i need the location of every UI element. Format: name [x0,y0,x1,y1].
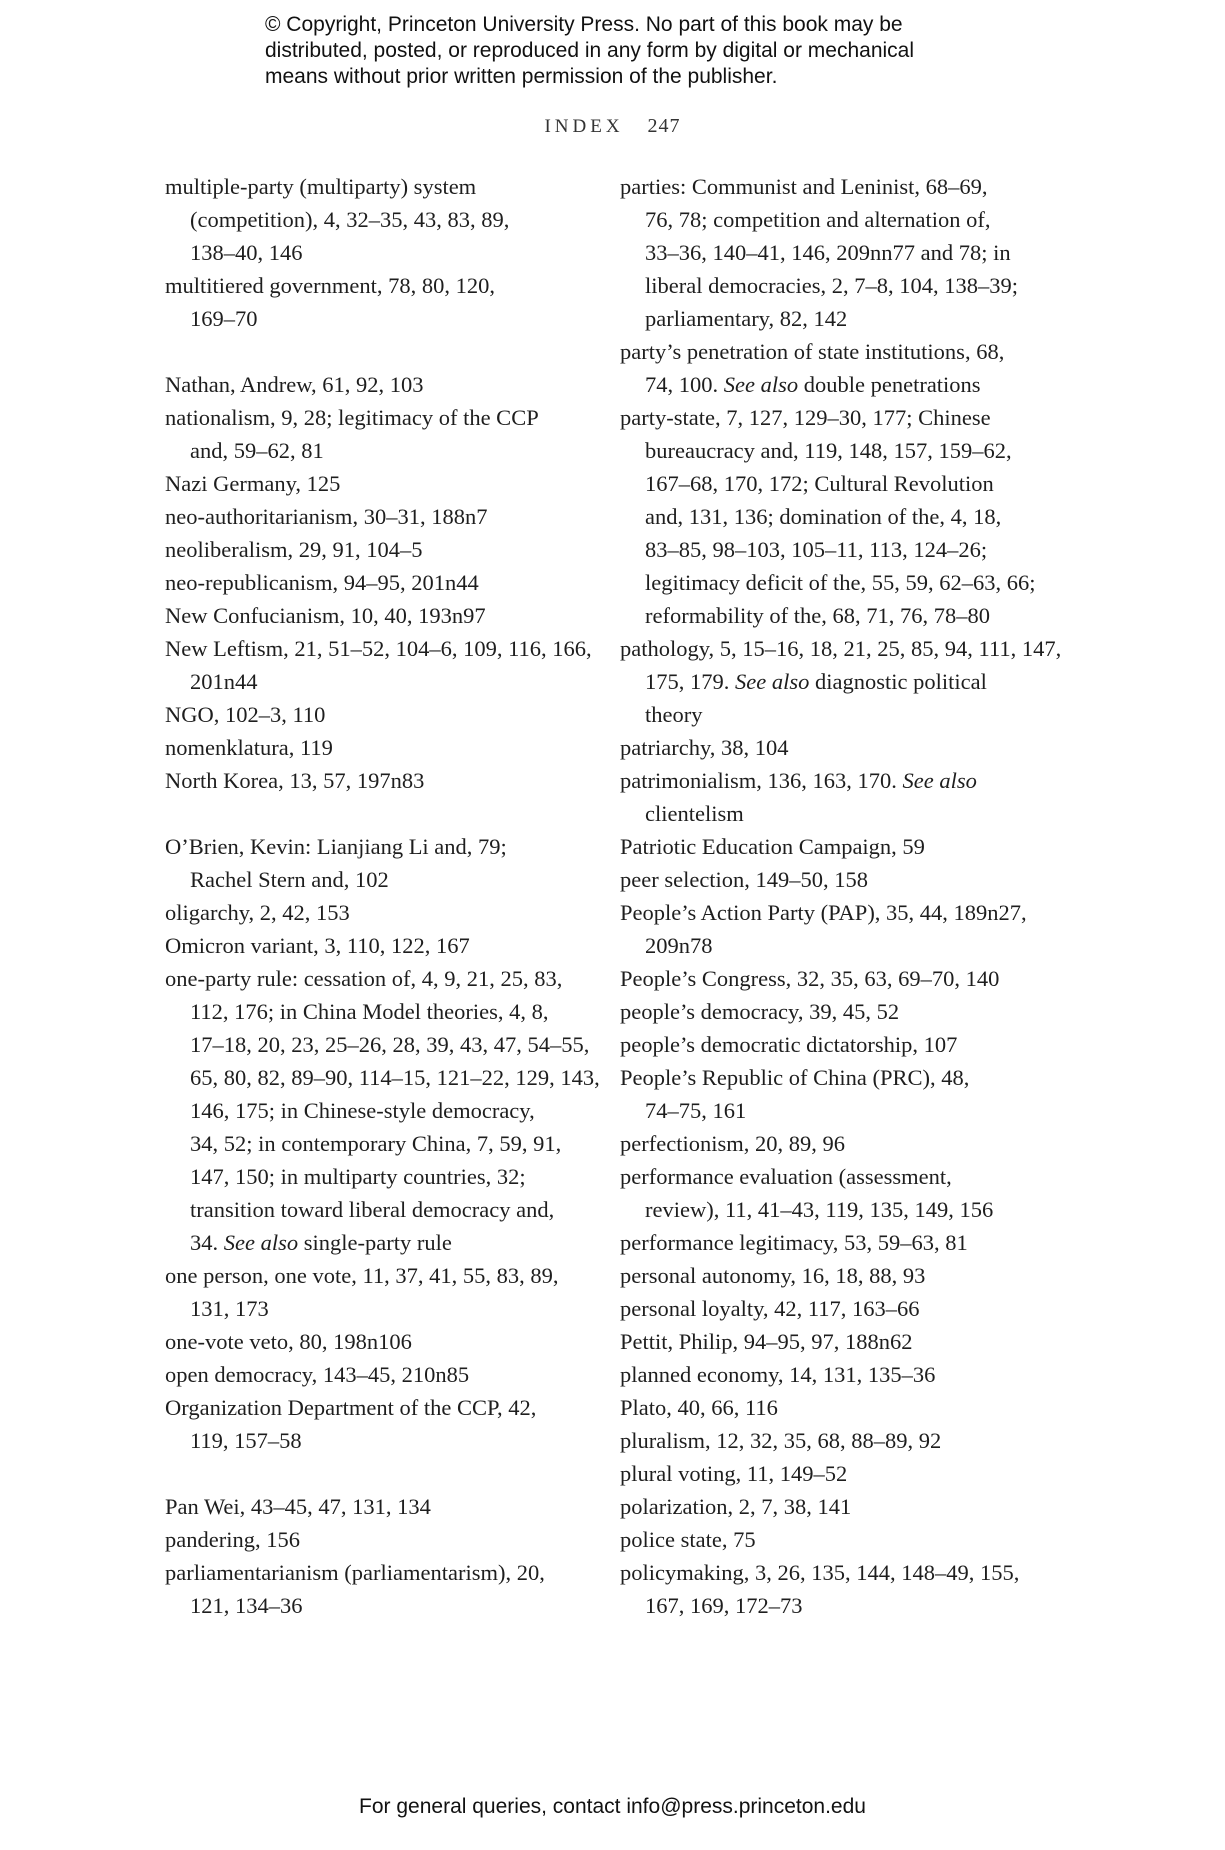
entry-text: 34. [190,1230,219,1255]
index-entry-continuation: 17–18, 20, 23, 25–26, 28, 39, 43, 47, 54–55, [190,1032,590,1057]
index-entry-continuation: review), 11, 41–43, 119, 135, 149, 156 [645,1197,994,1222]
running-head-title: INDEX [544,116,624,137]
index-entry: Nathan, Andrew, 61, 92, 103 [165,372,424,397]
index-entry: people’s democracy, 39, 45, 52 [620,999,900,1024]
cross-reference: diagnostic political [814,669,987,694]
index-entry-continuation: 76, 78; competition and alternation of, [645,207,991,232]
index-entry: neoliberalism, 29, 91, 104–5 [165,537,423,562]
index-entry-continuation: 201n44 [190,669,258,694]
index-entry: polarization, 2, 7, 38, 141 [620,1494,852,1519]
index-entry: open democracy, 143–45, 210n85 [165,1362,470,1387]
index-entry-continuation: 167–68, 170, 172; Cultural Revolution [645,471,994,496]
index-entry: Omicron variant, 3, 110, 122, 167 [165,933,470,958]
index-entry-continuation: 83–85, 98–103, 105–11, 113, 124–26; [645,537,988,562]
index-entry: New Leftism, 21, 51–52, 104–6, 109, 116, 166, [165,636,592,661]
index-column-right [620,170,1062,1622]
footer-contact: For general queries, contact info@press.princeton.edu [359,1795,866,1818]
index-entry-continuation [620,368,1045,401]
copyright-line: distributed, posted, or reproduced in any form by digital or mechanical [265,39,915,62]
index-entry: neo-authoritarianism, 30–31, 188n7 [165,504,488,529]
index-entry: nomenklatura, 119 [165,735,333,760]
index-entry-continuation: and, 131, 136; domination of the, 4, 18, [645,504,1002,529]
index-entry: pathology, 5, 15–16, 18, 21, 25, 85, 94, 111, 147, [620,636,1062,661]
index-entry: pluralism, 12, 32, 35, 68, 88–89, 92 [620,1428,942,1453]
index-entry: patriarchy, 38, 104 [620,735,789,760]
page-number: 247 [647,115,681,137]
index-entry [620,764,1045,797]
letter-group-gap [165,335,605,368]
see-also-label: See also [223,1230,299,1255]
copyright-line: means without prior written permission of the publisher. [265,65,778,88]
index-entry: party’s penetration of state institutions, 68, [620,339,1005,364]
index-entry: people’s democratic dictatorship, 107 [620,1032,958,1057]
index-entry-continuation: 119, 157–58 [190,1428,302,1453]
index-entry-continuation: clientelism [645,801,744,826]
index-entry: O’Brien, Kevin: Lianjiang Li and, 79; [165,834,507,859]
index-entry: multitiered government, 78, 80, 120, [165,273,495,298]
index-entry-continuation: Rachel Stern and, 102 [190,867,389,892]
index-entry-continuation: parliamentary, 82, 142 [645,306,848,331]
index-entry-continuation: 209n78 [645,933,713,958]
index-entry: neo-republicanism, 94–95, 201n44 [165,570,479,595]
index-entry: Organization Department of the CCP, 42, [165,1395,537,1420]
index-entry-continuation: 112, 176; in China Model theories, 4, 8, [190,999,549,1024]
entry-text: patrimonialism, 136, 163, 170. [620,768,897,793]
index-entry: performance evaluation (assessment, [620,1164,952,1189]
index-entry-continuation: 138–40, 146 [190,240,303,265]
index-entry: policymaking, 3, 26, 135, 144, 148–49, 155, [620,1560,1020,1585]
index-entry: personal autonomy, 16, 18, 88, 93 [620,1263,926,1288]
index-entry: People’s Congress, 32, 35, 63, 69–70, 140 [620,966,1000,991]
running-head [0,115,1225,138]
index-entry-continuation: 167, 169, 172–73 [645,1593,803,1618]
index-entry-continuation: 34, 52; in contemporary China, 7, 59, 91, [190,1131,562,1156]
index-entry: one-vote veto, 80, 198n106 [165,1329,412,1354]
copyright-line: © Copyright, Princeton University Press. No part of this book may be [265,13,903,36]
index-entry: nationalism, 9, 28; legitimacy of the CCP [165,405,539,430]
index-entry-continuation: 65, 80, 82, 89–90, 114–15, 121–22, 129, 143, [190,1065,600,1090]
letter-group-gap [165,797,605,830]
index-entry: personal loyalty, 42, 117, 163–66 [620,1296,920,1321]
index-entry: peer selection, 149–50, 158 [620,867,869,892]
index-entry-continuation: transition toward liberal democracy and, [190,1197,555,1222]
index-entry: People’s Republic of China (PRC), 48, [620,1065,970,1090]
index-entry-continuation: (competition), 4, 32–35, 43, 83, 89, [190,207,510,232]
index-entry: performance legitimacy, 53, 59–63, 81 [620,1230,968,1255]
index-column-left [165,170,605,1622]
index-entry: multiple-party (multiparty) system [165,174,477,199]
index-entry-continuation: legitimacy deficit of the, 55, 59, 62–63, 66; [645,570,1036,595]
index-entry-continuation: and, 59–62, 81 [190,438,324,463]
index-entry-continuation: 33–36, 140–41, 146, 209nn77 and 78; in [645,240,1011,265]
index-entry: Patriotic Education Campaign, 59 [620,834,925,859]
index-entry-continuation [620,665,1045,698]
index-entry-continuation: 146, 175; in Chinese-style democracy, [190,1098,535,1123]
index-entry: New Confucianism, 10, 40, 193n97 [165,603,486,628]
index-entry: plural voting, 11, 149–52 [620,1461,848,1486]
index-entry: police state, 75 [620,1527,756,1552]
see-also-label: See also [723,372,799,397]
index-entry: oligarchy, 2, 42, 153 [165,900,350,925]
index-entry: Nazi Germany, 125 [165,471,341,496]
index-entry: parliamentarianism (parliamentarism), 20, [165,1560,545,1585]
entry-text: 175, 179. [645,669,730,694]
index-entry: NGO, 102–3, 110 [165,702,326,727]
index-entry: planned economy, 14, 131, 135–36 [620,1362,936,1387]
letter-group-gap [165,1457,605,1490]
index-entry-continuation: reformability of the, 68, 71, 76, 78–80 [645,603,990,628]
index-entry-continuation: 121, 134–36 [190,1593,303,1618]
see-also-label: See also [735,669,810,694]
index-entry: Plato, 40, 66, 116 [620,1395,778,1420]
see-also-label: See also [902,768,977,793]
index-entry: Pettit, Philip, 94–95, 97, 188n62 [620,1329,913,1354]
index-entry: one person, one vote, 11, 37, 41, 55, 83, 89, [165,1263,559,1288]
index-entry-continuation: theory [645,702,703,727]
cross-reference: single-party rule [303,1230,452,1255]
index-entry: People’s Action Party (PAP), 35, 44, 189n27, [620,900,1027,925]
index-entry: one-party rule: cessation of, 4, 9, 21, 25, 83, [165,966,563,991]
index-entry: Pan Wei, 43–45, 47, 131, 134 [165,1494,431,1519]
cross-reference: double penetrations [803,372,981,397]
index-entry: North Korea, 13, 57, 197n83 [165,768,425,793]
index-entry: party-state, 7, 127, 129–30, 177; Chinese [620,405,991,430]
index-entry: perfectionism, 20, 89, 96 [620,1131,845,1156]
index-entry-continuation [165,1226,605,1259]
index-entry-continuation: 147, 150; in multiparty countries, 32; [190,1164,526,1189]
copyright-notice [265,12,1025,90]
index-entry-continuation: 131, 173 [190,1296,269,1321]
index-entry-continuation: 74–75, 161 [645,1098,747,1123]
index-entry-continuation: 169–70 [190,306,258,331]
index-entry-continuation: bureaucracy and, 119, 148, 157, 159–62, [645,438,1012,463]
index-entry: pandering, 156 [165,1527,300,1552]
index-entry-continuation: liberal democracies, 2, 7–8, 104, 138–39; [645,273,1019,298]
index-entry: parties: Communist and Leninist, 68–69, [620,174,988,199]
entry-text: 74, 100. [645,372,719,397]
